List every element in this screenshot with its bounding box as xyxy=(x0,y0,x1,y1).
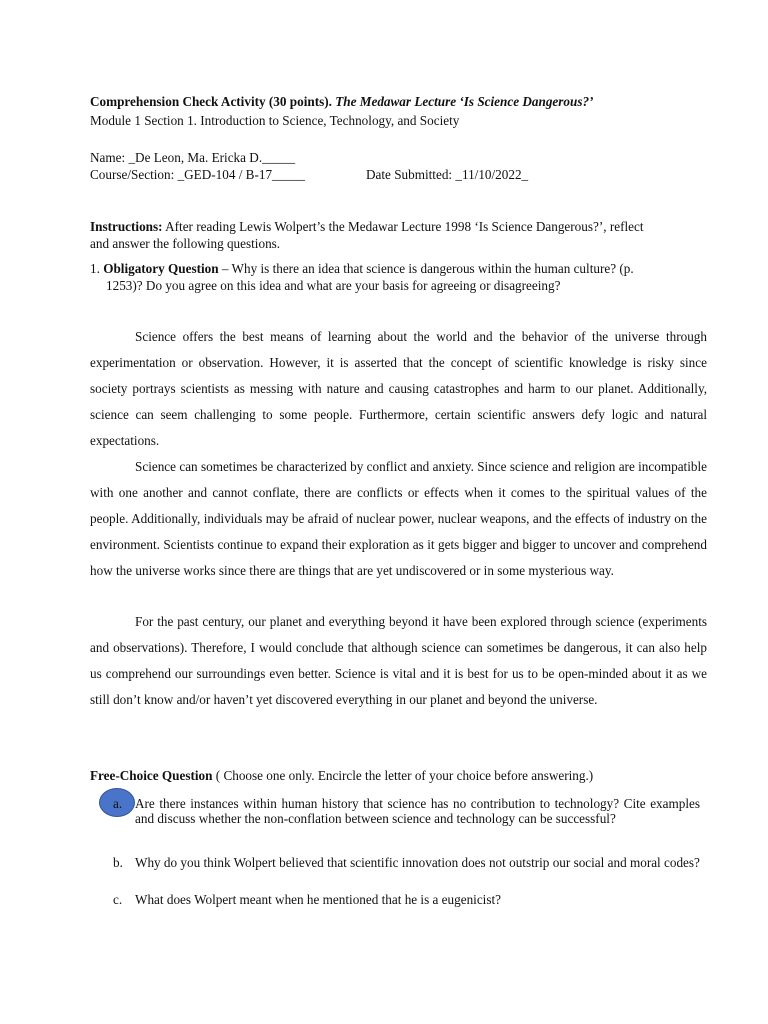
choice-b-text: Why do you think Wolpert believed that scientific innovation does not outstrip our social and moral codes? xyxy=(135,855,700,870)
course-label: Course/Section: xyxy=(90,167,175,182)
choice-a-text: Are there instances within human history that science has no contribution to technology? Cite examples and discuss whether the non-conflation between science and technology can be successful? xyxy=(135,796,700,826)
course-value: _GED-104 / B-17_____ xyxy=(177,167,306,182)
name-row xyxy=(90,150,295,166)
title-bold: Comprehension Check Activity (30 points). xyxy=(90,94,332,109)
choice-c-text: What does Wolpert meant when he mentioned that he is a eugenicist? xyxy=(135,892,501,907)
document-subtitle: Module 1 Section 1. Introduction to Science, Technology, and Society xyxy=(90,113,460,128)
question-1-number: 1. xyxy=(90,261,100,276)
date-value: _11/10/2022_ xyxy=(455,167,529,182)
answer-paragraph-1: Science offers the best means of learning about the world and the behavior of the universe through experimentation or observation. However, it is asserted that the concept of scientific knowledge is risky since society portrays scientists as messing with nature and causing catastrophes and harm to our planet. Additionally, science can seem challenging to some people. Furthermore, certain scientific answers defy logic and natural expectations. xyxy=(90,329,707,448)
free-choice-note: ( Choose one only. Encircle the letter of your choice before answering.) xyxy=(212,768,594,783)
answer-paragraph-2: Science can sometimes be characterized by conflict and anxiety. Since science and religion are incompatible with one another and cannot conflate, there are conflicts or effects when it comes to the spiritual values of the people. Additionally, individuals may be afraid of nuclear power, nuclear weapons, and the effects of industry on the environment. Scientists continue to expand their exploration as it gets bigger and bigger to uncover and comprehend how the universe works since there are things that are yet undiscovered or in some mysterious way. xyxy=(90,459,707,578)
question-1-line-2: 1253)? Do you agree on this idea and what are your basis for agreeing or disagreeing? xyxy=(106,278,561,293)
date-label: Date Submitted: xyxy=(366,167,453,182)
free-choice-label: Free-Choice Question xyxy=(90,768,213,783)
choice-c-letter[interactable]: c. xyxy=(113,892,123,907)
instructions-text-1: After reading Lewis Wolpert’s the Medawar Lecture 1998 ‘Is Science Dangerous?’, reflect xyxy=(165,219,644,234)
choice-b-letter[interactable]: b. xyxy=(113,855,123,870)
question-1-line-1 xyxy=(90,261,634,277)
title-italic: The Medawar Lecture ‘Is Science Dangerous?’ xyxy=(335,94,594,109)
question-1-label: Obligatory Question xyxy=(103,261,219,276)
free-choice-heading xyxy=(90,768,593,784)
question-1-text-1: – Why is there an idea that science is dangerous within the human culture? (p. xyxy=(218,261,634,276)
instructions-label: Instructions: xyxy=(90,219,163,234)
date-row xyxy=(366,167,528,183)
answer-paragraph-3: For the past century, our planet and everything beyond it have been explored through science (experiments and observations). Therefore, I would conclude that although science can sometimes be dangerous, it can also help us comprehend our surroundings even better. Science is vital and it is best for us to be open-minded about it as we still don’t know and/or haven’t yet discovered everything in our planet and beyond the universe. xyxy=(90,614,707,707)
document-title xyxy=(90,94,593,110)
course-row xyxy=(90,167,305,183)
choice-a-letter[interactable]: a. xyxy=(113,796,123,811)
instructions-line-1 xyxy=(90,219,644,235)
name-label: Name: xyxy=(90,150,126,165)
name-value: _De Leon, Ma. Ericka D._____ xyxy=(128,150,296,165)
instructions-line-2: and answer the following questions. xyxy=(90,236,281,251)
